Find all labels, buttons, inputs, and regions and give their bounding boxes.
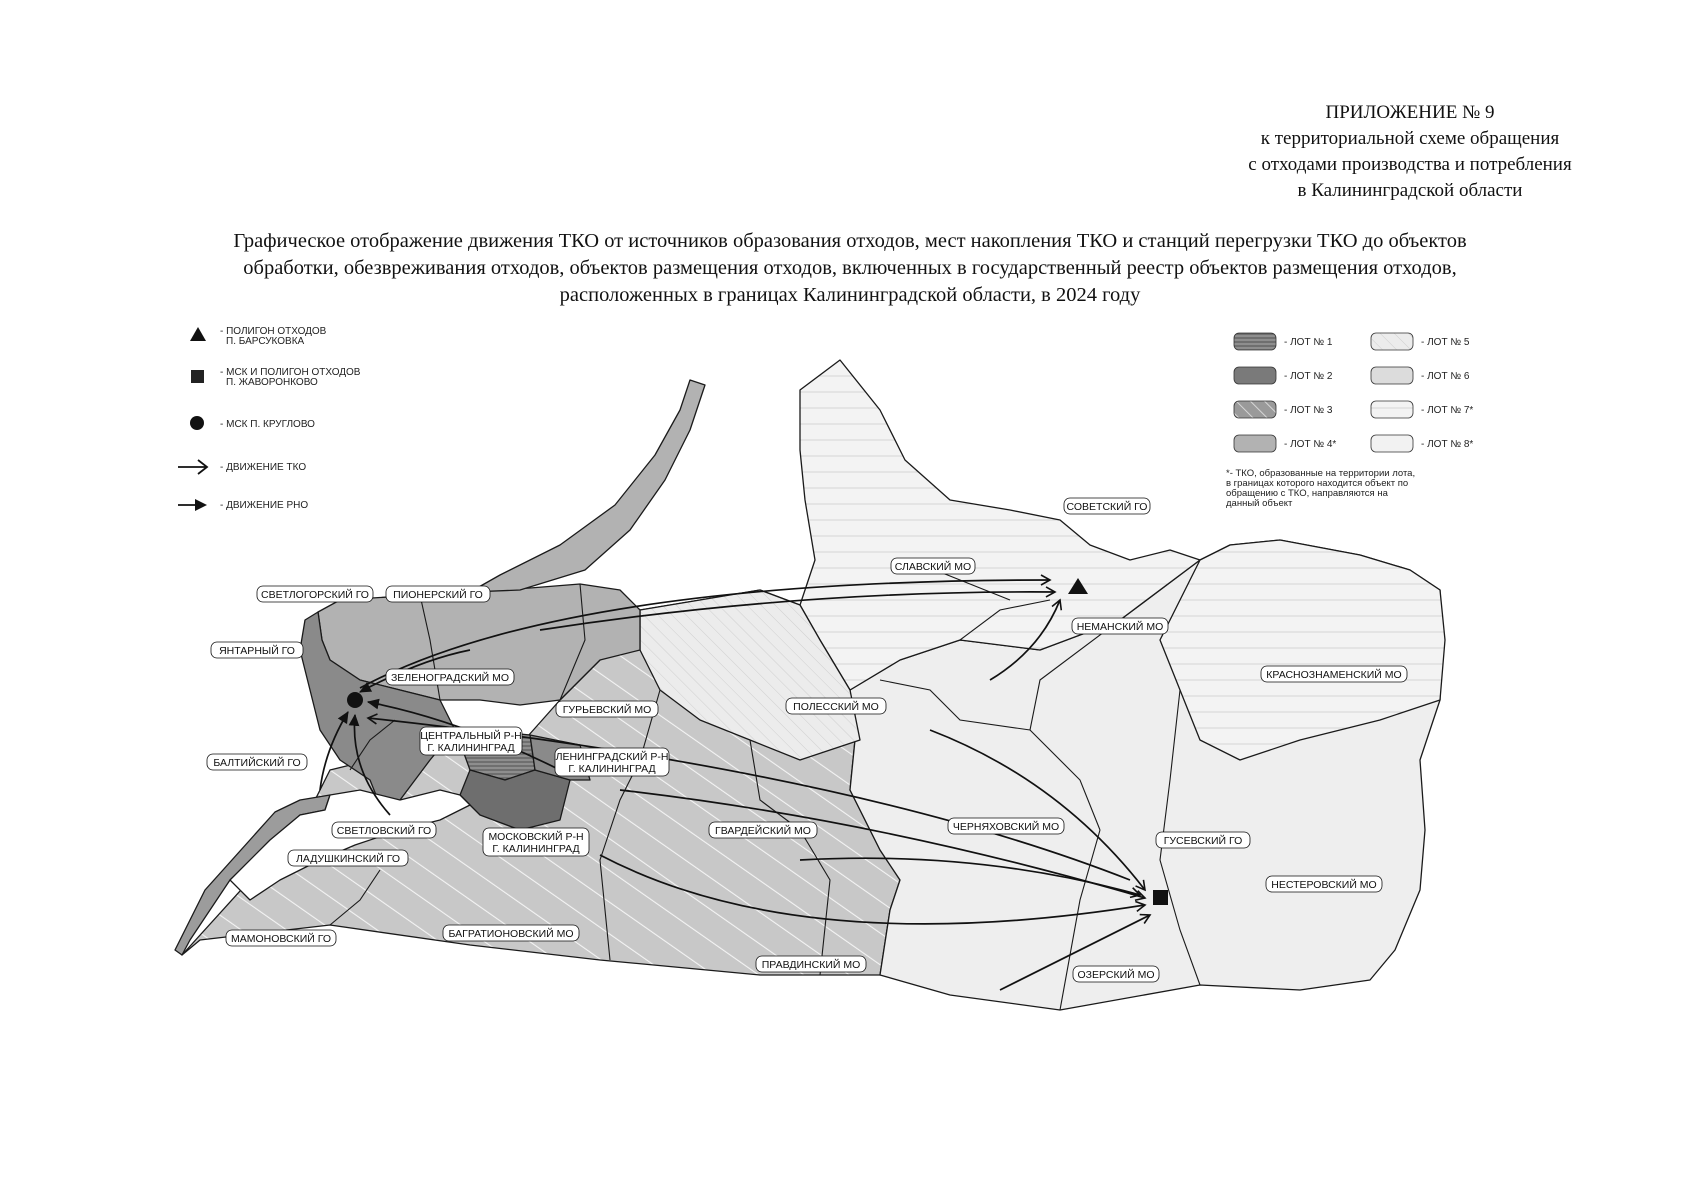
label-nesterovsky bbox=[1266, 876, 1382, 892]
lot1-swatch bbox=[1234, 333, 1276, 350]
solid-arrowhead-icon bbox=[195, 499, 207, 511]
svg-text:СВЕТЛОВСКИЙ ГО: СВЕТЛОВСКИЙ ГО bbox=[336, 825, 432, 837]
label-bagrationovsky bbox=[443, 925, 579, 941]
lot4-swatch bbox=[1234, 435, 1276, 452]
legend-lot-labels bbox=[1226, 337, 1473, 509]
svg-text:П. ЖАВОРОНКОВО: П. ЖАВОРОНКОВО bbox=[226, 377, 318, 388]
circle-icon bbox=[190, 416, 204, 430]
svg-text:ПОЛЕССКИЙ МО: ПОЛЕССКИЙ МО bbox=[793, 701, 879, 713]
svg-text:П. БАРСУКОВКА: П. БАРСУКОВКА bbox=[226, 336, 305, 347]
open-arrow-icon bbox=[178, 460, 207, 474]
svg-text:МОСКОВСКИЙ Р-Н: МОСКОВСКИЙ Р-Н bbox=[488, 831, 584, 843]
legend-facilities bbox=[178, 326, 361, 511]
svg-text:КРАСНОЗНАМЕНСКИЙ МО: КРАСНОЗНАМЕНСКИЙ МО bbox=[1266, 669, 1402, 681]
svg-text:ЧЕРНЯХОВСКИЙ МО: ЧЕРНЯХОВСКИЙ МО bbox=[952, 821, 1060, 833]
title-line-3: расположенных в границах Калининградской области, в 2024 году bbox=[559, 284, 1141, 306]
svg-text:МАМОНОВСКИЙ ГО: МАМОНОВСКИЙ ГО bbox=[230, 933, 332, 945]
label-guryevsky bbox=[556, 701, 658, 717]
zhavoronkovo-msk-marker bbox=[1153, 890, 1168, 905]
svg-text:СОВЕТСКИЙ ГО: СОВЕТСКИЙ ГО bbox=[1066, 501, 1148, 513]
label-mamonovsky bbox=[226, 930, 336, 946]
svg-text:БАЛТИЙСКИЙ ГО: БАЛТИЙСКИЙ ГО bbox=[213, 757, 301, 769]
title-line-2: обработки, обезвреживания отходов, объектов размещения отходов, включенных в государственный реестр объектов размещения отходов, bbox=[243, 257, 1457, 279]
lot6-swatch bbox=[1371, 367, 1413, 384]
appendix-line-1: ПРИЛОЖЕНИЕ № 9 bbox=[1325, 102, 1495, 123]
svg-text:- ЛОТ № 4*: - ЛОТ № 4* bbox=[1284, 439, 1337, 450]
label-gusevsky bbox=[1156, 832, 1250, 848]
svg-text:- МСК И ПОЛИГОН ОТХОДОВ: - МСК И ПОЛИГОН ОТХОДОВ bbox=[220, 367, 361, 378]
label-svetlogorsky bbox=[257, 586, 373, 602]
svg-text:- МСК П. КРУГЛОВО: - МСК П. КРУГЛОВО bbox=[220, 419, 315, 430]
svg-text:- ЛОТ № 5: - ЛОТ № 5 bbox=[1421, 337, 1470, 348]
svg-text:Г. КАЛИНИНГРАД: Г. КАЛИНИНГРАД bbox=[568, 763, 656, 775]
lot8-swatch bbox=[1371, 435, 1413, 452]
appendix-line-2: к территориальной схеме обращения bbox=[1260, 128, 1560, 149]
svg-text:ЛЕНИНГРАДСКИЙ Р-Н: ЛЕНИНГРАДСКИЙ Р-Н bbox=[555, 751, 669, 763]
svg-text:- ЛОТ № 3: - ЛОТ № 3 bbox=[1284, 405, 1333, 416]
svg-text:обращению с ТКО, направляются: обращению с ТКО, направляются на bbox=[1226, 488, 1388, 499]
lot2-swatch bbox=[1234, 367, 1276, 384]
svg-text:- ДВИЖЕНИЕ ТКО: - ДВИЖЕНИЕ ТКО bbox=[220, 462, 307, 473]
label-yantarny bbox=[211, 642, 303, 658]
label-chernyakhovsky bbox=[948, 818, 1064, 834]
svg-text:СЛАВСКИЙ МО: СЛАВСКИЙ МО bbox=[894, 561, 972, 573]
svg-text:ОЗЕРСКИЙ МО: ОЗЕРСКИЙ МО bbox=[1077, 969, 1155, 981]
svg-text:ПИОНЕРСКИЙ ГО: ПИОНЕРСКИЙ ГО bbox=[393, 589, 483, 601]
label-leningradsky-kaliningrad bbox=[555, 748, 669, 776]
svg-text:Г. КАЛИНИНГРАД: Г. КАЛИНИНГРАД bbox=[427, 742, 515, 754]
square-icon bbox=[191, 370, 204, 383]
label-zelenogradsky bbox=[386, 669, 514, 685]
label-moskovsky-kaliningrad bbox=[483, 828, 589, 856]
label-pravdinsky bbox=[756, 956, 866, 972]
appendix-line-3: с отходами производства и потребления bbox=[1248, 154, 1572, 175]
legend-lots bbox=[1234, 333, 1413, 452]
label-krasnoznamensky bbox=[1261, 666, 1407, 682]
label-gvardeysky bbox=[709, 822, 817, 838]
label-ozersky bbox=[1073, 966, 1159, 982]
svg-text:- ПОЛИГОН ОТХОДОВ: - ПОЛИГОН ОТХОДОВ bbox=[220, 326, 327, 337]
label-svetlovsky bbox=[332, 822, 436, 838]
svg-text:ГУРЬЕВСКИЙ МО: ГУРЬЕВСКИЙ МО bbox=[562, 704, 652, 716]
svg-text:данный объект: данный объект bbox=[1226, 498, 1293, 509]
appendix-line-4: в Калининградской области bbox=[1297, 180, 1523, 201]
svg-text:ГВАРДЕЙСКИЙ МО: ГВАРДЕЙСКИЙ МО bbox=[715, 825, 811, 837]
svg-text:ЛАДУШКИНСКИЙ ГО: ЛАДУШКИНСКИЙ ГО bbox=[296, 853, 400, 865]
label-sovetsky bbox=[1064, 498, 1150, 514]
svg-text:- ЛОТ № 6: - ЛОТ № 6 bbox=[1421, 371, 1470, 382]
svg-text:- ЛОТ № 2: - ЛОТ № 2 bbox=[1284, 371, 1333, 382]
label-pionersky bbox=[386, 586, 490, 602]
svg-text:в границах которого находится: в границах которого находится объект по bbox=[1226, 478, 1409, 489]
svg-text:- ДВИЖЕНИЕ РНО: - ДВИЖЕНИЕ РНО bbox=[220, 500, 309, 511]
lot3-swatch bbox=[1234, 401, 1276, 418]
lot5-swatch bbox=[1371, 333, 1413, 350]
svg-text:ГУСЕВСКИЙ ГО: ГУСЕВСКИЙ ГО bbox=[1163, 835, 1243, 847]
svg-text:ПРАВДИНСКИЙ МО: ПРАВДИНСКИЙ МО bbox=[761, 959, 861, 971]
svg-text:ЦЕНТРАЛЬНЫЙ Р-Н: ЦЕНТРАЛЬНЫЙ Р-Н bbox=[420, 730, 522, 742]
title-line-1: Графическое отображение движения ТКО от источников образования отходов, мест накопления ТКО и станций перегрузки ТКО до объектов bbox=[233, 230, 1467, 252]
label-central-kaliningrad bbox=[420, 727, 522, 755]
svg-text:- ЛОТ № 7*: - ЛОТ № 7* bbox=[1421, 405, 1474, 416]
svg-text:НЕСТЕРОВСКИЙ МО: НЕСТЕРОВСКИЙ МО bbox=[1271, 879, 1377, 891]
label-slavsky bbox=[891, 558, 975, 574]
svg-text:НЕМАНСКИЙ МО: НЕМАНСКИЙ МО bbox=[1076, 621, 1164, 633]
svg-text:СВЕТЛОГОРСКИЙ ГО: СВЕТЛОГОРСКИЙ ГО bbox=[261, 589, 369, 601]
svg-text:БАГРАТИОНОВСКИЙ МО: БАГРАТИОНОВСКИЙ МО bbox=[448, 928, 574, 940]
lot7-swatch bbox=[1371, 401, 1413, 418]
svg-text:*- ТКО, образованные на террит: *- ТКО, образованные на территории лота, bbox=[1226, 468, 1416, 479]
label-polessky bbox=[786, 698, 886, 714]
label-nemansky bbox=[1072, 618, 1168, 634]
label-baltiysky bbox=[207, 754, 307, 770]
kruglovo-msk-marker bbox=[347, 692, 363, 708]
svg-text:ЯНТАРНЫЙ ГО: ЯНТАРНЫЙ ГО bbox=[219, 645, 295, 657]
svg-text:ЗЕЛЕНОГРАДСКИЙ МО: ЗЕЛЕНОГРАДСКИЙ МО bbox=[390, 672, 510, 684]
label-ladushkinsky bbox=[288, 850, 408, 866]
triangle-icon bbox=[190, 327, 206, 341]
region-curonian-spit bbox=[470, 380, 705, 592]
svg-text:- ЛОТ № 8*: - ЛОТ № 8* bbox=[1421, 439, 1474, 450]
svg-text:Г. КАЛИНИНГРАД: Г. КАЛИНИНГРАД bbox=[492, 843, 580, 855]
svg-text:- ЛОТ № 1: - ЛОТ № 1 bbox=[1284, 337, 1333, 348]
